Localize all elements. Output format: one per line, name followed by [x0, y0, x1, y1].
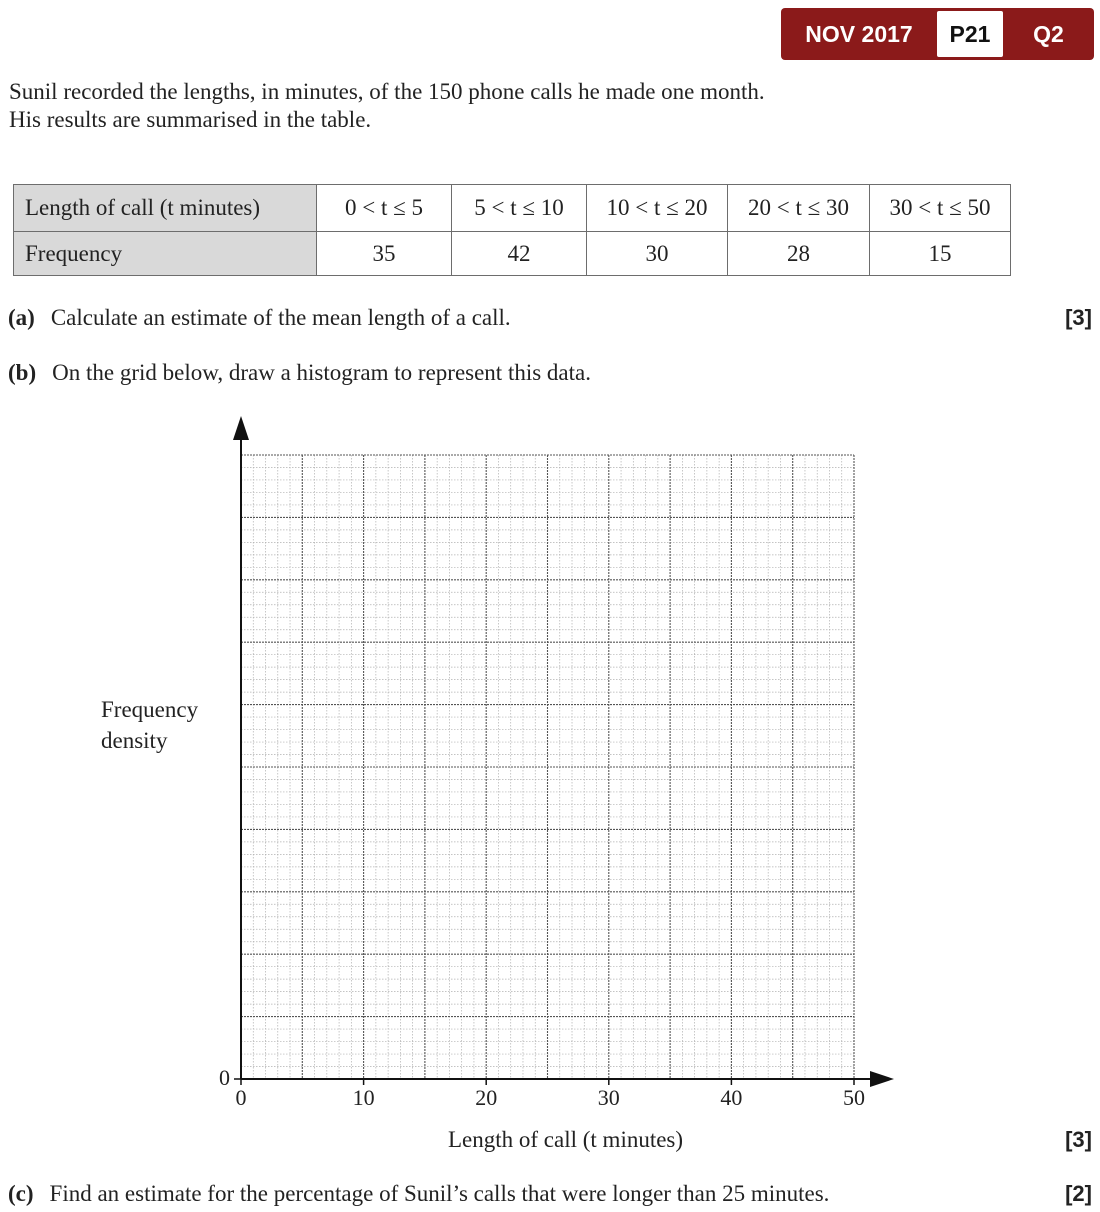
table-header-length: Length of call (t minutes): [14, 185, 317, 232]
question-c-label: (c): [8, 1181, 34, 1206]
question-a-text: Calculate an estimate of the mean length of a call.: [50, 305, 511, 330]
question-c: [8, 1181, 829, 1207]
table-cell: 35: [317, 232, 452, 276]
table-cell: 42: [452, 232, 587, 276]
table-cell: 0 < t ≤ 5: [317, 185, 452, 232]
y-axis-label-line-1: Frequency: [101, 697, 199, 722]
table-cell: 20 < t ≤ 30: [728, 185, 870, 232]
x-tick-label: 40: [720, 1085, 743, 1110]
table-header-frequency: Frequency: [14, 232, 317, 276]
x-tick-label: 10: [352, 1085, 375, 1110]
table-cell: 30: [587, 232, 728, 276]
y-axis-arrow: [233, 416, 249, 440]
table-cell: 28: [728, 232, 870, 276]
table-cell: 15: [870, 232, 1011, 276]
intro-line-2: His results are summarised in the table.: [9, 107, 372, 132]
exam-session: NOV 2017: [805, 20, 913, 47]
x-tick-label: 50: [843, 1085, 865, 1110]
question-b-marks: [3]: [1065, 1127, 1092, 1152]
x-tick-label: 30: [597, 1085, 620, 1110]
question-b-label: (b): [8, 360, 37, 385]
question-a-label: (a): [8, 305, 35, 330]
x-axis-label: Length of call (t minutes): [448, 1127, 684, 1152]
x-tick-label: 0: [235, 1085, 247, 1110]
table-cell: 10 < t ≤ 20: [587, 185, 728, 232]
question-number: Q2: [1033, 20, 1064, 47]
x-tick-label: 20: [475, 1085, 498, 1110]
y-tick-label: 0: [219, 1065, 230, 1090]
question-a-marks: [3]: [1065, 305, 1092, 330]
paper-number: P21: [937, 11, 1003, 57]
y-axis-label: [101, 694, 198, 756]
table-cell: 5 < t ≤ 10: [452, 185, 587, 232]
question-b-text: On the grid below, draw a histogram to represent this data.: [52, 360, 591, 385]
major-gridlines: [241, 455, 854, 1079]
x-axis-arrow: [870, 1071, 894, 1087]
question-c-text: Find an estimate for the percentage of Sunil’s calls that were longer than 25 minutes.: [49, 1181, 830, 1206]
x-axis-ticks: [236, 1079, 866, 1110]
intro-line-1: Sunil recorded the lengths, in minutes, of the 150 phone calls he made one month.: [9, 79, 765, 104]
question-c-marks: [2]: [1065, 1181, 1092, 1206]
table-cell: 30 < t ≤ 50: [870, 185, 1011, 232]
y-axis-label-line-2: density: [101, 728, 168, 753]
